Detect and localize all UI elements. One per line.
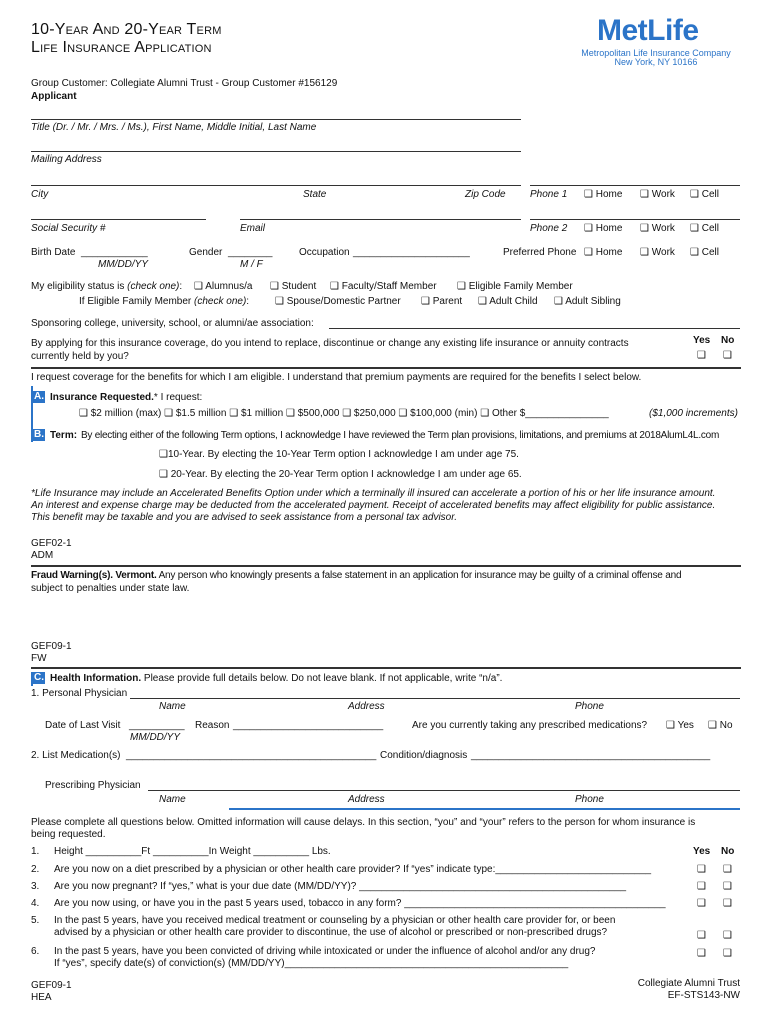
birth-format: MM/DD/YY: [98, 259, 148, 270]
replace-no-checkbox[interactable]: ❑: [723, 350, 732, 361]
health-info-title: Health Information.: [50, 673, 142, 684]
family-prefix: If Eligible Family Member: [79, 296, 195, 307]
phone1-label: Phone 1: [530, 189, 568, 200]
physician-name-caption: Name: [159, 701, 186, 712]
spouse-checkbox[interactable]: ❑ Spouse/Domestic Partner: [275, 296, 401, 307]
question-6-number: 6.: [31, 946, 40, 957]
question-2-number: 2.: [31, 864, 40, 875]
form-title-line2: Life Insurance Application: [31, 39, 212, 56]
name-label: Title (Dr. / Mr. / Mrs. / Ms.), First Name, Middle Initial, Last Name: [31, 122, 317, 133]
question-3-text: Are you now pregnant? If “yes,” what is your due date (MM/DD/YY)? ________________________________________________: [54, 881, 627, 892]
code-hea: HEA: [31, 992, 52, 1003]
condition-field[interactable]: ___________________________________________: [471, 750, 711, 761]
fraud-warning: [31, 570, 681, 582]
gender-label: Gender: [189, 247, 223, 258]
email-line[interactable]: [240, 219, 521, 220]
section-divider: [229, 808, 740, 810]
term-20-year-checkbox[interactable]: ❑ 20-Year. By electing the 20-Year Term option I acknowledge I am under age 65.: [159, 469, 522, 480]
mailing-line[interactable]: [31, 151, 521, 152]
email-label: Email: [240, 223, 266, 234]
insurance-requested-title: Insurance Requested.: [50, 392, 154, 403]
mailing-label: Mailing Address: [31, 154, 102, 165]
ssn-label: Social Security #: [31, 223, 106, 234]
pref-work-checkbox[interactable]: ❑ Work: [640, 247, 675, 258]
questions-yes-header: Yes: [693, 846, 711, 857]
phone1-home-checkbox[interactable]: ❑ Home: [584, 189, 623, 200]
code-gef02: GEF02-1: [31, 538, 72, 549]
section-a-title: [50, 392, 202, 404]
reason-field[interactable]: ___________________________: [233, 720, 384, 731]
term-10-year-checkbox[interactable]: ❑10-Year. By electing the 10-Year Term option I acknowledge I am under age 75.: [159, 449, 519, 460]
pref-cell-checkbox[interactable]: ❑ Cell: [690, 247, 719, 258]
pref-home-checkbox[interactable]: ❑ Home: [584, 247, 623, 258]
term-text: By electing either of the following Term options, I acknowledge I have reviewed the Term plan provisions, limitations, and premiums at 2018AlumL4L.com: [81, 430, 720, 441]
prescribing-physician-line[interactable]: [148, 790, 740, 791]
alumnus-checkbox[interactable]: ❑ Alumnus/a: [194, 281, 253, 292]
adult-child-checkbox[interactable]: ❑ Adult Child: [478, 296, 538, 307]
physician-address-caption: Address: [348, 701, 385, 712]
prescribing-physician-label: Prescribing Physician: [45, 780, 141, 791]
phone2-label: Phone 2: [530, 223, 568, 234]
rule: [31, 667, 741, 669]
metlife-logo: MetLife: [597, 14, 699, 47]
family-check-one: (check one): [194, 296, 247, 307]
state-label: State: [303, 189, 327, 200]
rx-no-checkbox[interactable]: ❑ No: [708, 720, 733, 731]
ssn-line[interactable]: [31, 219, 206, 220]
health-info-heading: [50, 673, 502, 685]
replace-yes-header: Yes: [693, 335, 711, 346]
accelerated-note-1: *Life Insurance may include an Accelerated Benefits Option under which a terminally ill insured can accelerate a portion of his or her life insurance amount.: [31, 488, 716, 499]
code-gef09-hea: GEF09-1: [31, 980, 72, 991]
question-2-text: Are you now on a diet prescribed by a physician or other health care provider? If “yes” indicate type:____________________________: [54, 864, 652, 875]
phone2-cell-checkbox[interactable]: ❑ Cell: [690, 223, 719, 234]
section-bar: [31, 672, 33, 686]
family-member-checkbox[interactable]: ❑ Eligible Family Member: [457, 281, 573, 292]
question-2-no-checkbox[interactable]: ❑: [723, 864, 732, 875]
city-label: City: [31, 189, 49, 200]
family-colon: :: [246, 296, 250, 307]
fraud-title: Fraud Warning(s). Vermont.: [31, 570, 157, 581]
prescribing-address-caption: Address: [348, 794, 385, 805]
request-coverage-text: I request coverage for the benefits for which I am eligible. I understand that premium payments are required for the benefits I select below.: [31, 372, 642, 383]
rx-question: Are you currently taking any prescribed medications?: [412, 720, 648, 731]
phone2-home-checkbox[interactable]: ❑ Home: [584, 223, 623, 234]
replace-yes-checkbox[interactable]: ❑: [697, 350, 706, 361]
question-6-text-2[interactable]: If “yes”, specify date(s) of conviction(s) (MM/DD/YY)___________________________________________________: [54, 958, 569, 969]
sponsoring-line[interactable]: [329, 328, 740, 329]
physician-line[interactable]: [130, 698, 740, 699]
question-5-number: 5.: [31, 915, 40, 926]
company-name: Metropolitan Life Insurance Company: [581, 48, 731, 58]
occupation-label: Occupation: [299, 247, 350, 258]
physician-phone-caption: Phone: [575, 701, 604, 712]
adult-sibling-checkbox[interactable]: ❑ Adult Sibling: [554, 296, 621, 307]
footer-form-id: EF-STS143-NW: [667, 990, 740, 1001]
last-visit-label: Date of Last Visit: [45, 720, 121, 731]
question-2-yes-checkbox[interactable]: ❑: [697, 864, 706, 875]
zip-label: Zip Code: [465, 189, 506, 200]
eligibility-check-one: (check one): [127, 281, 180, 292]
question-6-yes-checkbox[interactable]: ❑: [697, 948, 706, 959]
rule: [31, 565, 741, 567]
questions-no-header: No: [721, 846, 735, 857]
company-address: New York, NY 10166: [614, 57, 698, 67]
section-b-badge: B.: [34, 429, 44, 440]
last-visit-field[interactable]: __________: [129, 720, 185, 731]
eligibility-prefix: My eligibility status is: [31, 281, 128, 292]
fraud-text: Any person who knowingly presents a false statement in an application for insurance may be guilty of a criminal offense and: [156, 570, 682, 581]
fraud-text-2: subject to penalties under state law.: [31, 583, 190, 594]
code-adm: ADM: [31, 550, 54, 561]
section-c-badge: C.: [34, 672, 44, 683]
eligibility-line2: [79, 296, 249, 308]
question-3-no-checkbox[interactable]: ❑: [723, 881, 732, 892]
prescribing-name-caption: Name: [159, 794, 186, 805]
replace-question-line1: By applying for this insurance coverage, do you intend to replace, discontinue or change any existing life insurance or annuity contracts: [31, 338, 629, 349]
questions-intro-1: Please complete all questions below. Omitted information will cause delays. In this section, “you” and “your” refers to the person for whom insurance is: [31, 817, 696, 828]
question-5-yes-checkbox[interactable]: ❑: [697, 930, 706, 941]
student-checkbox[interactable]: ❑ Student: [270, 281, 317, 292]
eligibility-colon: :: [179, 281, 183, 292]
phone1-cell-checkbox[interactable]: ❑ Cell: [690, 189, 719, 200]
city-line[interactable]: [31, 185, 521, 186]
phone1-line[interactable]: [530, 185, 740, 186]
i-request: * I request:: [153, 392, 203, 403]
term-title: Term:: [50, 430, 78, 441]
rx-yes-checkbox[interactable]: ❑ Yes: [666, 720, 694, 731]
physician-label: 1. Personal Physician: [31, 688, 128, 699]
phone1-work-checkbox[interactable]: ❑ Work: [640, 189, 675, 200]
parent-checkbox[interactable]: ❑ Parent: [421, 296, 463, 307]
replace-no-header: No: [721, 335, 735, 346]
accelerated-note-3: This benefit may be taxable and you are advised to seek assistance from a personal tax advisor.: [31, 512, 457, 523]
occupation-field[interactable]: _____________________: [353, 247, 470, 258]
gender-field[interactable]: ________: [228, 247, 273, 258]
reason-label: Reason: [195, 720, 230, 731]
prescribing-phone-caption: Phone: [575, 794, 604, 805]
question-3-number: 3.: [31, 881, 40, 892]
questions-intro-2: being requested.: [31, 829, 106, 840]
question-1-height-weight[interactable]: Height __________Ft __________In Weight __________ Lbs.: [54, 846, 331, 857]
form-title-line1: 10-Year And 20-Year Term: [31, 21, 222, 38]
accelerated-note-2: An interest and expense charge may be deducted from the accelerated payment. Receipt of accelerated benefits may affect eligibility for public assistance.: [31, 500, 716, 511]
question-4-text: Are you now using, or have you in the past 5 years used, tobacco in any form? _______________________________________________: [54, 898, 666, 909]
question-6-no-checkbox[interactable]: ❑: [723, 948, 732, 959]
condition-label: Condition/diagnosis: [380, 750, 468, 761]
coverage-amount-options[interactable]: ❑ $2 million (max) ❑ $1.5 million ❑ $1 million ❑ $500,000 ❑ $250,000 ❑ $100,000 (min) ❑ Other $_______________: [79, 408, 609, 419]
birth-label: Birth Date: [31, 247, 76, 258]
phone2-work-checkbox[interactable]: ❑ Work: [640, 223, 675, 234]
phone2-line[interactable]: [530, 219, 740, 220]
medications-label: 2. List Medication(s): [31, 750, 121, 761]
faculty-checkbox[interactable]: ❑ Faculty/Staff Member: [330, 281, 437, 292]
sponsoring-label: Sponsoring college, university, school, or alumni/ae association:: [31, 318, 314, 329]
question-4-no-checkbox[interactable]: ❑: [723, 898, 732, 909]
question-4-number: 4.: [31, 898, 40, 909]
question-5-text: In the past 5 years, have you received medical treatment or counseling by a physician or other health care provider for, or been: [54, 915, 616, 926]
code-gef09: GEF09-1: [31, 641, 72, 652]
question-6-text: In the past 5 years, have you been convicted of driving while intoxicated or under the influence of alcohol and/or any drug?: [54, 946, 596, 957]
question-4-yes-checkbox[interactable]: ❑: [697, 898, 706, 909]
rule: [31, 367, 741, 369]
medications-field[interactable]: _____________________________________________: [126, 750, 377, 761]
preferred-phone-label: Preferred Phone: [503, 247, 577, 258]
increments-note: ($1,000 increments): [649, 408, 738, 419]
group-customer: Group Customer: Collegiate Alumni Trust - Group Customer #156129: [31, 78, 338, 89]
replace-question-line2: currently held by you?: [31, 351, 129, 362]
health-info-text: Please provide full details below. Do not leave blank. If not applicable, write “n/a”.: [141, 673, 503, 684]
question-1-number: 1.: [31, 846, 40, 857]
eligibility-line1: [31, 281, 182, 293]
birth-field[interactable]: ____________: [81, 247, 148, 258]
applicant-heading: Applicant: [31, 91, 77, 102]
question-3-yes-checkbox[interactable]: ❑: [697, 881, 706, 892]
gender-format: M / F: [240, 259, 263, 270]
code-fw: FW: [31, 653, 47, 664]
section-a-badge: A.: [34, 391, 44, 402]
question-5-no-checkbox[interactable]: ❑: [723, 930, 732, 941]
footer-trust: Collegiate Alumni Trust: [637, 978, 740, 989]
last-visit-format: MM/DD/YY: [130, 732, 180, 743]
name-line[interactable]: [31, 119, 521, 120]
question-5-text-2: advised by a physician or other health care provider to discontinue, the use of alcohol or prescribed or non-prescribed drugs?: [54, 927, 608, 938]
